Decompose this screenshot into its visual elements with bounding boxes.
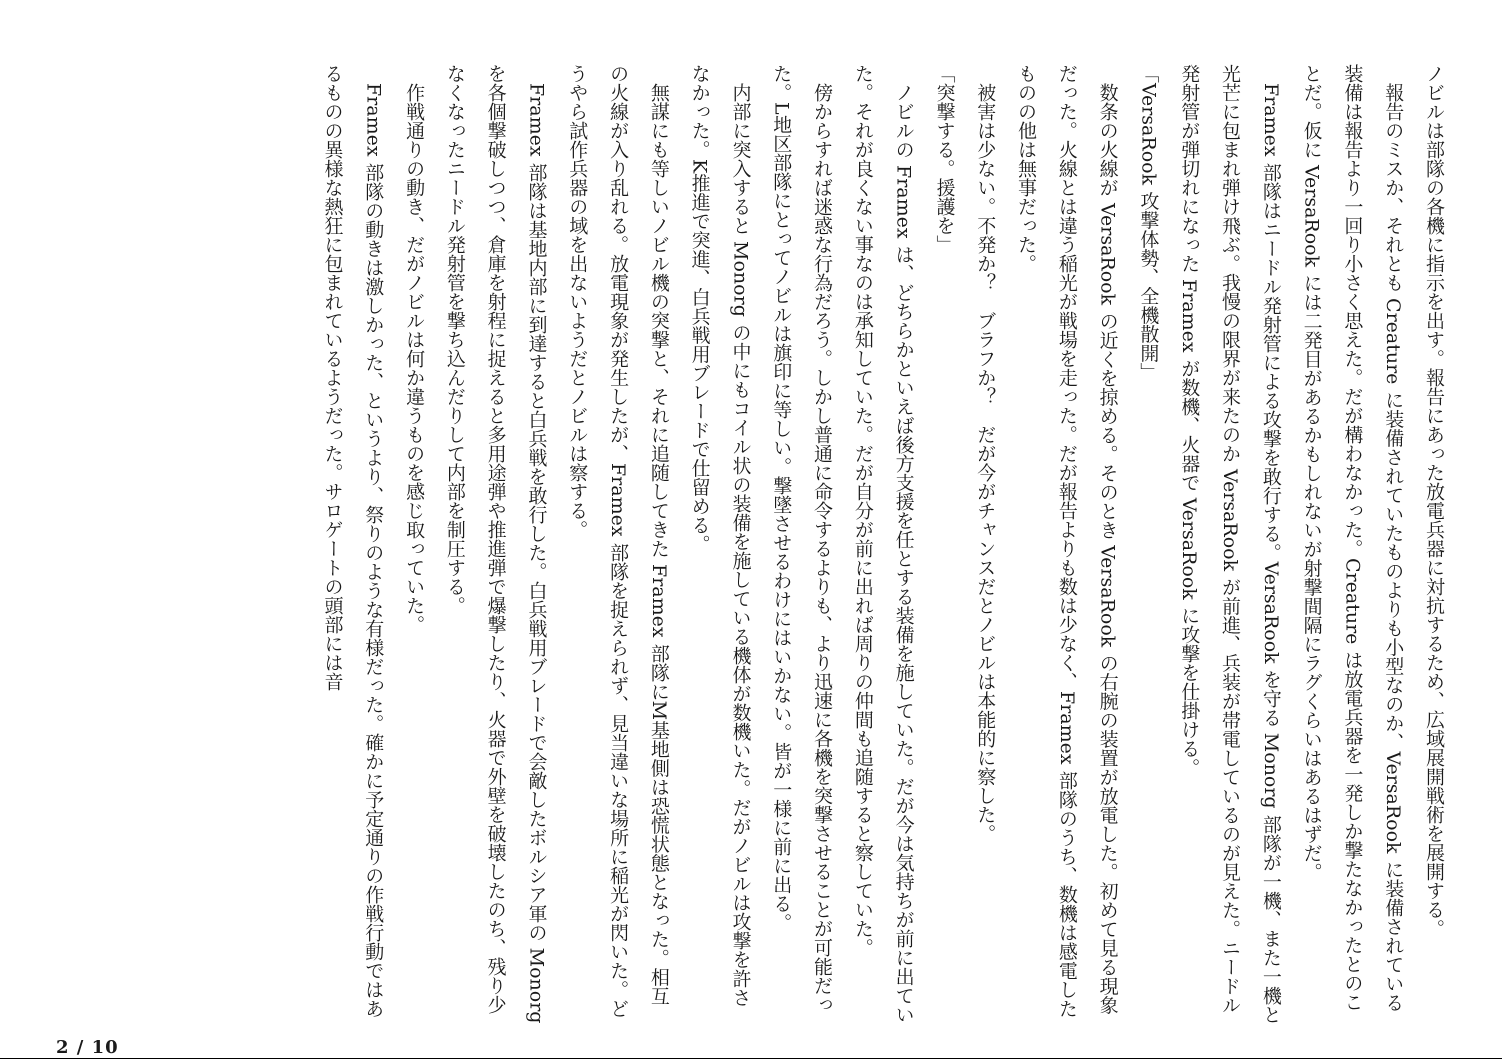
paragraph: 内部に突入すると Monorg の中にもコイル状の装備を施している機体が数機いた。だがノビルは攻撃を許さなかった。K推進で突進、白兵戦用ブレードで仕留める。 [688, 64, 752, 1007]
paragraph: 傍からすれば迷惑な行為だろう。しかし普通に命令するよりも、より迅速に各機を突撃させることが可能だった。L地区部隊にとってノビルは旗印に等しい。撃墜させるわけにはいかない。皆が一様に前に出る。 [770, 64, 834, 1014]
paragraph: Framex 部隊はニードル発射管による攻撃を敢行する。VersaRook を守る Monorg 部隊が一機、また一機と光芒に包まれ弾け飛ぶ。我慢の限界が来たのか VersaRook が前進、兵装が帯電しているのが見えた。ニードル発射管が弾切れになった Framex が数機、火器で VersaRook に攻撃を仕掛ける。 [1178, 64, 1282, 1024]
paragraph: 被害は少ない。不発か？ ブラフか？ だが今がチャンスだとノビルは本能的に察した。 [974, 83, 997, 843]
document-body [74, 64, 1454, 1024]
paragraph: ノビルの Framex は、どちらかといえば後方支援を任とする装備を施していた。だが今は気持ちが前に出ていた。それが良くない事なのは承知していた。だが自分が前に出れば周りの仲間も追随すると察していた。 [851, 64, 915, 1024]
paragraph: 数条の火線が VersaRook の近くを掠める。そのとき VersaRook の右腕の装置が放電した。初めて見る現象だった。火線とは違う稲光が戦場を走った。だが報告よりも数は少なく、Framex 部隊のうち、数機は感電したものの他は無事だった。 [1015, 64, 1119, 1018]
page-number: 2 / 10 [56, 1037, 119, 1058]
paragraph: Framex 部隊は基地内部に到達すると白兵戦を敢行した。白兵戦用ブレードで会敵したボルシア軍の Monorg を各個撃破しつつ、倉庫を射程に捉えると多用途弾や推進弾で爆撃したり、火器で外壁を破壊したのち、残り少なくなったニードル発射管を撃ち込んだりして内部を制圧する。 [443, 64, 548, 1024]
paragraph: 報告のミスか、それとも Creature に装備されていたものよりも小型なのか、VersaRook に装備されている装備は報告より一回り小さく思えた。だが構わなかった。Creature は放電兵器を一発しか撃たなかったとのことだ。仮に VersaRook には二発目があるかもしれないが射撃間隔にラグくらいはあるはずだ。 [1300, 64, 1405, 1012]
dialogue-line: 「VersaRook 攻撃体勢、全機散開」 [1137, 64, 1160, 382]
dialogue-line: 「突撃する。援護を」 [933, 64, 956, 254]
paragraph: 作戦通りの動き、だがノビルは何か違うものを感じ取っていた。 [403, 83, 426, 634]
footer-divider [0, 1058, 1502, 1059]
paragraph: Framex 部隊の動きは激しかった、というより、祭りのような有様だった。確かに予定通りの作戦行動ではあるものの異様な熱狂に包まれているようだった。サロゲートの頭部には音 [321, 64, 385, 1018]
paragraph: 無謀にも等しいノビル機の突撃と、それに追随してきた Framex 部隊にM基地側は恐慌状態となった。相互の火線が入り乱れる。放電現象が発生したが、Framex 部隊を捉えられず、見当違いな場所に稲光が閃いた。どうやら試作兵器の域を出ないようだとノビルは察する。 [566, 64, 670, 1018]
paragraph: ノビルは部隊の各機に指示を出す。報告にあった放電兵器に対抗するため、広域展開戦術を展開する。 [1423, 64, 1445, 938]
